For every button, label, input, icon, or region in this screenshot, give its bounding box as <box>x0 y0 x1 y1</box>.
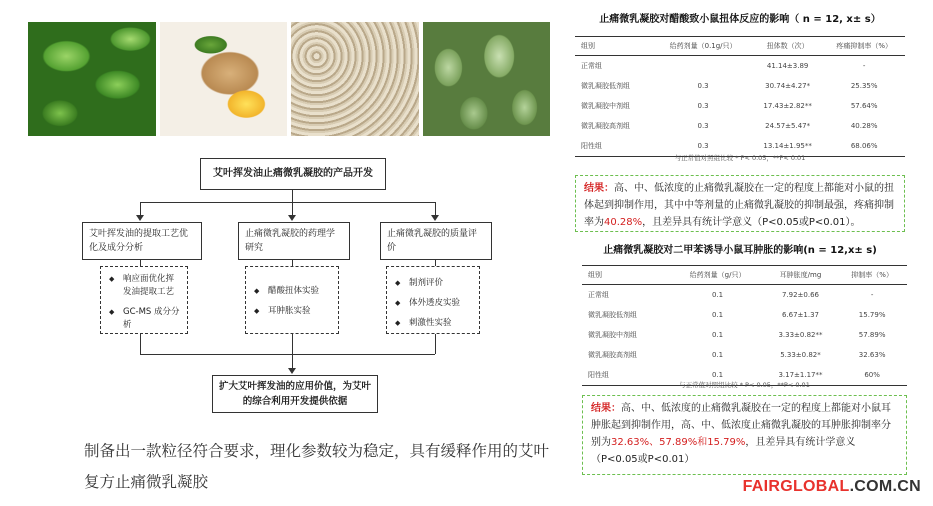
table-cell: 57.89% <box>858 331 886 339</box>
brand-watermark <box>743 478 921 496</box>
table-row <box>582 305 907 325</box>
result-text: 高、中、低浓度的止痛微乳凝胶在一定的程度上都能对小鼠耳肿胀起到抑制作用，高、中、低浓度止痛微乳凝胶的耳肿胀抑制率分别为 <box>591 403 891 448</box>
table-header-row <box>582 266 907 285</box>
table-row <box>575 96 905 116</box>
column-header: 组别 <box>575 37 654 56</box>
result-highlight: 32.63%、57.89%和15.79% <box>611 437 746 448</box>
table2-note: 与正常值对照组比较 * P< 0.05，**P< 0.01 <box>679 381 810 389</box>
result-text: ，且差异具有统计学意义（P<0.05或P<0.01） <box>591 437 856 465</box>
list-item: ◆ 响应面优化挥发油提取工艺 <box>109 273 181 299</box>
list-item: ◆ 耳肿胀实验 <box>254 305 332 318</box>
table-row <box>582 325 907 345</box>
brand-name: FAIRGLOBAL <box>742 478 850 495</box>
table-cell: 阳性组 <box>575 136 654 157</box>
table-cell: 3.17±1.17** <box>764 365 838 386</box>
flow-conclusion: 扩大艾叶挥发油的应用价值，为艾叶的综合利用开发提供依据 <box>212 375 378 413</box>
table-cell: 30.74±4.27* <box>765 82 811 90</box>
table-cell: 0.1 <box>712 291 724 299</box>
mint-leaves-photo <box>28 22 156 136</box>
branch-extraction-details <box>100 266 188 334</box>
list-item: ◆ GC-MS 成分分析 <box>109 306 181 332</box>
result-label: 结果： <box>591 403 621 414</box>
table-cell: 0.3 <box>697 82 709 90</box>
herb-photo <box>423 22 551 136</box>
table1 <box>575 36 905 157</box>
column-header: 疼痛抑制率（%） <box>823 37 905 56</box>
table-cell: 25.35% <box>850 82 878 90</box>
connector <box>292 334 293 370</box>
table-cell: 微乳凝胶低剂组 <box>581 82 630 90</box>
flow-title: 艾叶挥发油止痛微乳凝胶的产品开发 <box>200 158 386 190</box>
column-header: 给药剂量（g/只） <box>671 266 763 285</box>
table-cell: 40.28% <box>850 122 878 130</box>
result-text: 高、中、低浓度的止痛微乳凝胶在一定的程度上都能对小鼠的扭体起到抑制作用，其中中等剂量的止痛微乳凝胶的抑制最强，疼痛抑制率为 <box>584 183 894 228</box>
table-cell: 0.3 <box>697 102 709 110</box>
table-row <box>582 285 907 306</box>
table1-note: 与正常值对照组比较 * P< 0.05，**P< 0.01 <box>674 154 806 162</box>
list-item: ◆ 刺激性实验 <box>395 317 473 330</box>
result-text: ，且差异具有统计学意义（P<0.05或P<0.01）。 <box>642 217 861 228</box>
branch-quality: 止痛微乳凝胶的质量评价 <box>380 222 492 260</box>
branch-pharmacology-details <box>245 266 339 334</box>
arrow-down-icon <box>288 368 296 374</box>
table-cell: - <box>862 62 866 70</box>
table-header-row <box>575 37 905 56</box>
connector <box>140 334 141 354</box>
column-header: 抑制率（%） <box>837 266 907 285</box>
table-cell: 正常组 <box>588 291 609 299</box>
result-label: 结果： <box>584 183 614 194</box>
table-row <box>582 345 907 365</box>
connector <box>140 354 435 355</box>
table-cell: 41.14±3.89 <box>766 62 809 70</box>
table1-title: 止痛微乳凝胶对醋酸致小鼠扭体反应的影响（ n = 12, x± s） <box>599 14 881 25</box>
result-highlight: 40.28% <box>604 217 643 228</box>
table-cell: 0.1 <box>712 311 724 319</box>
table-cell: 0.3 <box>654 136 752 157</box>
table-cell: 0.3 <box>697 122 709 130</box>
result2-box <box>582 395 907 475</box>
column-header: 组别 <box>582 266 671 285</box>
table-cell: 正常组 <box>581 62 602 70</box>
table2-title: 止痛微乳凝胶对二甲苯诱导小鼠耳肿胀的影响(n = 12,x± s) <box>603 245 877 256</box>
table-cell <box>654 56 752 77</box>
brand-domain: .COM.CN <box>849 478 921 495</box>
column-header: 耳肿胀度/mg <box>764 266 838 285</box>
list-item: ◆ 制剂评价 <box>395 277 473 290</box>
table-row <box>575 56 905 77</box>
table-cell: - <box>870 291 874 299</box>
table-cell: 5.33±0.82* <box>780 351 821 359</box>
table-cell: 0.1 <box>712 351 724 359</box>
table-cell: 微乳凝胶中剂组 <box>581 102 630 110</box>
column-header: 扭体数（次） <box>752 37 823 56</box>
table-cell: 微乳凝胶低剂组 <box>588 311 637 319</box>
table-cell: 微乳凝胶高剂组 <box>581 122 630 130</box>
table-cell: 3.33±0.82** <box>778 331 823 339</box>
ginger-photo <box>160 22 288 136</box>
table-cell: 微乳凝胶中剂组 <box>588 331 637 339</box>
table-cell: 57.64% <box>850 102 878 110</box>
table-cell: 68.06% <box>823 136 905 157</box>
table-cell: 阳性组 <box>582 365 671 386</box>
branch-pharmacology: 止痛微乳凝胶的药理学研究 <box>238 222 350 260</box>
connector <box>140 202 435 203</box>
branch-quality-details <box>386 266 480 334</box>
photo-strip <box>28 22 550 136</box>
table-row <box>575 76 905 96</box>
table-cell: 0.1 <box>712 331 724 339</box>
result1-box <box>575 175 905 232</box>
table-cell: 32.63% <box>858 351 886 359</box>
connector <box>435 334 436 354</box>
summary-text: 制备出一款粒径符合要求，理化参数较为稳定，具有缓释作用的艾叶复方止痛微乳凝胶 <box>84 442 550 491</box>
table-cell: 微乳凝胶高剂组 <box>588 351 637 359</box>
table-cell: 13.14±1.95** <box>752 136 823 157</box>
list-item: ◆ 醋酸扭体实验 <box>254 285 332 298</box>
table-cell: 7.92±0.66 <box>781 291 820 299</box>
table-cell: 6.67±1.37 <box>781 311 820 319</box>
table-row <box>575 116 905 136</box>
arrow-down-icon <box>136 215 144 221</box>
grain-photo <box>291 22 419 136</box>
connector <box>292 190 293 202</box>
table-cell: 17.43±2.82** <box>763 102 812 110</box>
table-cell: 24.57±5.47* <box>765 122 811 130</box>
table-cell: 0.1 <box>671 365 763 386</box>
table-cell: 60% <box>837 365 907 386</box>
table-cell: 15.79% <box>858 311 886 319</box>
column-header: 给药剂量（0.1g/只） <box>654 37 752 56</box>
list-item: ◆ 体外透皮实验 <box>395 297 473 310</box>
arrow-down-icon <box>288 215 296 221</box>
table2 <box>582 265 907 386</box>
branch-extraction: 艾叶挥发油的提取工艺优化及成分分析 <box>82 222 202 260</box>
arrow-down-icon <box>431 215 439 221</box>
